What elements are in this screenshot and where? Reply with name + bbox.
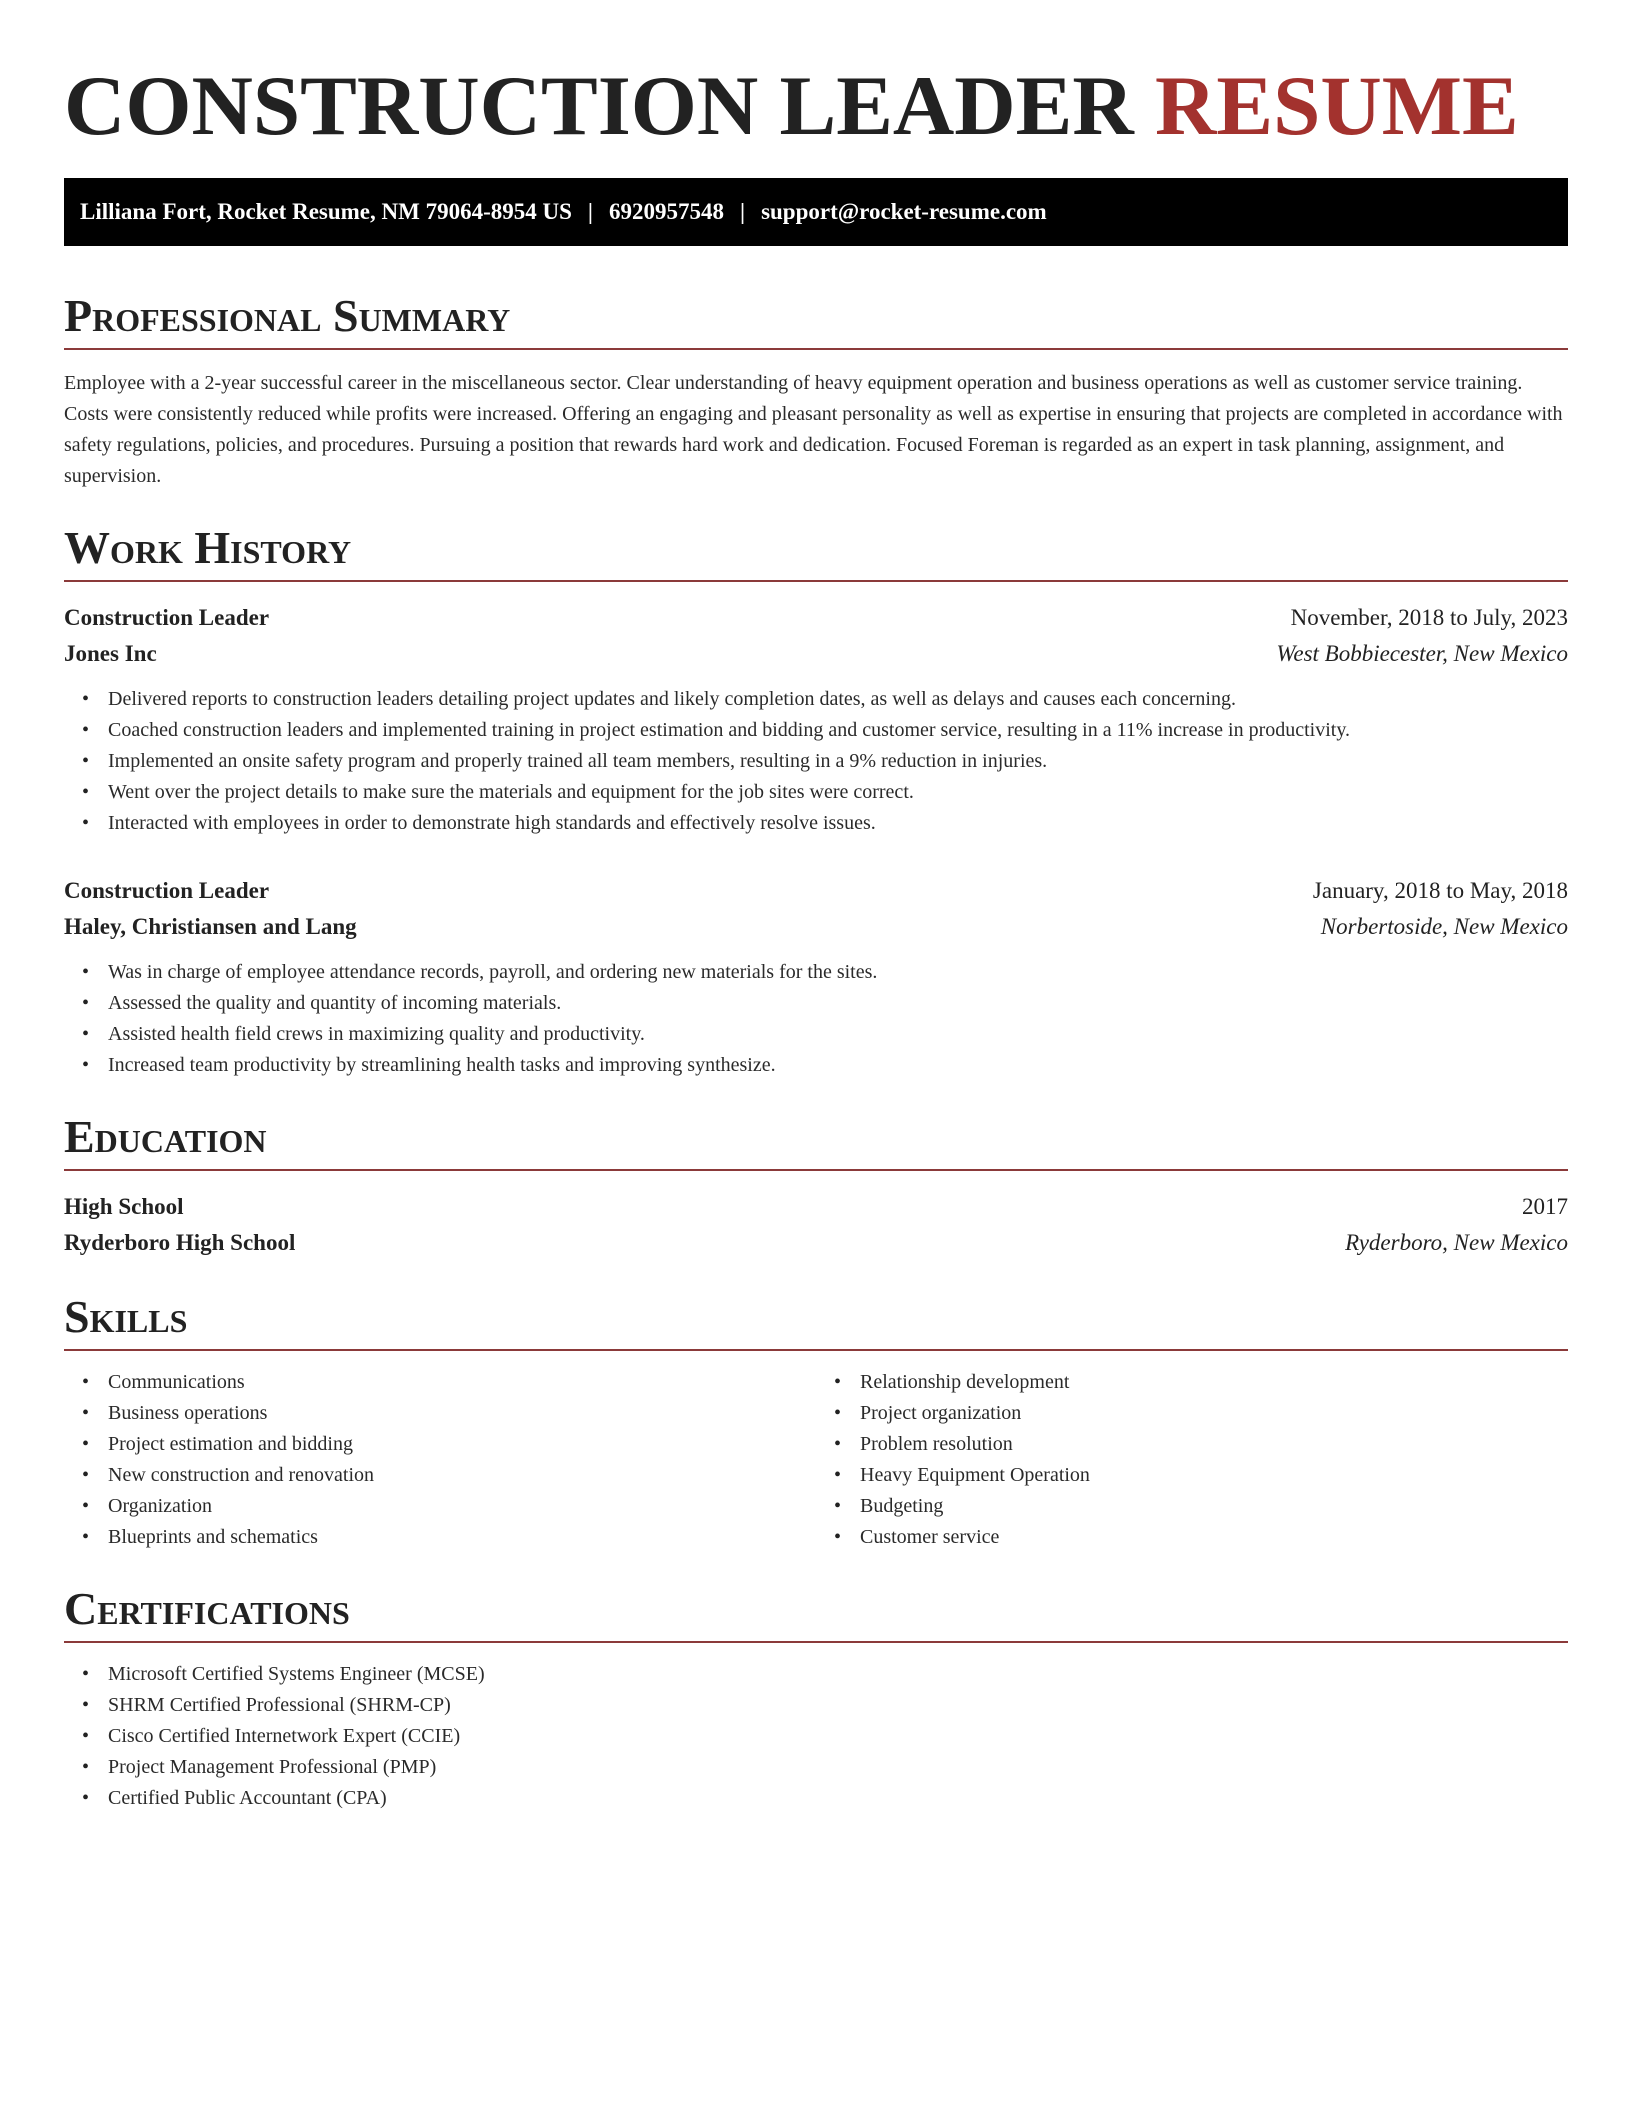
list-item: • Project Management Professional (PMP) (108, 1752, 1568, 1783)
job-title: Construction Leader (64, 878, 270, 903)
summary-text: Employee with a 2-year successful career in the miscellaneous sector. Clear understanding of heavy equipment operation and business operations as well as customer service training. Costs were consistently reduced while profits were increased. Offering an engaging and pleasant personality as well as expertise in ensuring that projects are completed in accordance with safety regulations, policies, and procedures. Pursuing a position that rewards hard work and dedication. Focused Foreman is regarded as an expert in task planning, assignment, and supervision. (64, 372, 1563, 487)
summary-heading: Professional Summary (64, 288, 1568, 350)
contact-address: Lilliana Fort, Rocket Resume, NM 79064-8954 US (80, 199, 572, 224)
skills-list-right (816, 1367, 1568, 1553)
list-item: • Increased team productivity by streamlining health tasks and improving synthesize. (108, 1050, 1568, 1081)
list-item: • Cisco Certified Internetwork Expert (CCIE) (108, 1721, 1568, 1752)
work-history-heading: Work History (64, 520, 1568, 582)
contact-phone: 6920957548 (608, 199, 724, 224)
education-year: 2017 (1522, 1194, 1568, 1219)
list-item: • New construction and renovation (108, 1460, 816, 1491)
contact-separator: | (739, 199, 746, 224)
list-item: • Was in charge of employee attendance records, payroll, and ordering new materials for the sites. (108, 957, 1568, 988)
job-title: Construction Leader (64, 605, 270, 630)
list-item: • Business operations (108, 1398, 816, 1429)
job-bullet-list (64, 957, 1568, 1081)
skills-columns (64, 1367, 1568, 1553)
job-dates: January, 2018 to May, 2018 (1312, 878, 1568, 903)
job-title-row (64, 873, 1568, 909)
job-company-row (64, 636, 1568, 672)
list-item: • Assessed the quality and quantity of incoming materials. (108, 988, 1568, 1019)
education-location: Ryderboro, New Mexico (1345, 1230, 1568, 1255)
list-item: • Relationship development (860, 1367, 1568, 1398)
list-item: • Budgeting (860, 1491, 1568, 1522)
title-main: CONSTRUCTION LEADER (64, 59, 1134, 153)
education-section (64, 1109, 1568, 1261)
contact-separator: | (587, 199, 593, 224)
job-company-row (64, 909, 1568, 945)
list-item: • Interacted with employees in order to demonstrate high standards and effectively resolve issues. (108, 808, 1568, 839)
contact-email: support@rocket-resume.com (761, 199, 1047, 224)
list-item: • Assisted health field crews in maximizing quality and productivity. (108, 1019, 1568, 1050)
list-item: • Blueprints and schematics (108, 1522, 816, 1553)
list-item: • Went over the project details to make sure the materials and equipment for the job sites were correct. (108, 777, 1568, 808)
list-item: • Project estimation and bidding (108, 1429, 816, 1460)
job-location: West Bobbiecester, New Mexico (1276, 641, 1568, 666)
list-item: • Communications (108, 1367, 816, 1398)
list-item: • Heavy Equipment Operation (860, 1460, 1568, 1491)
job-bullet-list (64, 684, 1568, 839)
education-heading: Education (64, 1109, 1568, 1171)
job-company: Jones Inc (64, 641, 157, 666)
title-accent: RESUME (1155, 59, 1519, 153)
certifications-section (64, 1581, 1568, 1814)
list-item: • Delivered reports to construction leaders detailing project updates and likely completion dates, as well as delays and causes each concerning. (108, 684, 1568, 715)
job-dates: November, 2018 to July, 2023 (1290, 605, 1568, 630)
education-degree: High School (64, 1194, 184, 1219)
certifications-list (64, 1659, 1568, 1814)
job-title-row (64, 600, 1568, 636)
job-location: Norbertoside, New Mexico (1320, 914, 1568, 939)
summary-section (64, 288, 1568, 492)
skills-heading: Skills (64, 1289, 1568, 1351)
job-entry (64, 873, 1568, 1081)
list-item: • Organization (108, 1491, 816, 1522)
list-item: • Implemented an onsite safety program and properly trained all team members, resulting in a 9% reduction in injuries. (108, 746, 1568, 777)
certifications-heading: Certifications (64, 1581, 1568, 1643)
list-item: • Certified Public Accountant (CPA) (108, 1783, 1568, 1814)
education-school: Ryderboro High School (64, 1230, 296, 1255)
list-item: • Microsoft Certified Systems Engineer (MCSE) (108, 1659, 1568, 1690)
job-entry (64, 600, 1568, 839)
skills-list-left (64, 1367, 816, 1553)
education-entry (64, 1189, 1568, 1261)
work-history-section (64, 520, 1568, 1081)
list-item: • Problem resolution (860, 1429, 1568, 1460)
resume-title (64, 56, 1568, 156)
list-item: • Project organization (860, 1398, 1568, 1429)
education-school-row (64, 1225, 1568, 1261)
education-degree-row (64, 1189, 1568, 1225)
skills-section (64, 1289, 1568, 1553)
list-item: • Coached construction leaders and implemented training in project estimation and bidding and customer service, resulting in a 11% increase in productivity. (108, 715, 1568, 746)
contact-bar (64, 178, 1568, 246)
job-company: Haley, Christiansen and Lang (64, 914, 357, 939)
list-item: • SHRM Certified Professional (SHRM-CP) (108, 1690, 1568, 1721)
list-item: • Customer service (860, 1522, 1568, 1553)
